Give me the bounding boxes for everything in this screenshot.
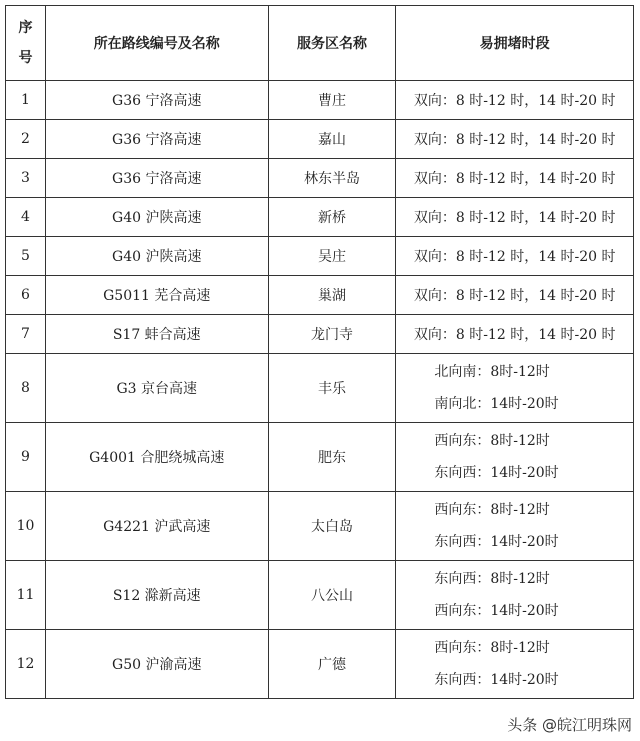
cell-no: 10 <box>6 492 46 561</box>
cell-no: 6 <box>6 276 46 315</box>
table-row <box>6 276 634 315</box>
cell-route: G40 沪陕高速 <box>45 198 268 237</box>
cell-area: 吴庄 <box>268 237 396 276</box>
cell-period <box>396 492 634 561</box>
cell-area: 丰乐 <box>268 354 396 423</box>
header-period: 易拥堵时段 <box>396 6 634 81</box>
cell-route: S12 滁新高速 <box>45 561 268 630</box>
cell-route: G36 宁洛高速 <box>45 81 268 120</box>
cell-route: S17 蚌合高速 <box>45 315 268 354</box>
cell-no: 5 <box>6 237 46 276</box>
table-row <box>6 315 634 354</box>
cell-period <box>396 423 634 492</box>
period-p1: 北向南：8时-12时 <box>434 364 550 380</box>
cell-area: 八公山 <box>268 561 396 630</box>
cell-period: 双向：8 时-12 时，14 时-20 时 <box>396 120 634 159</box>
cell-route: G36 宁洛高速 <box>45 159 268 198</box>
header-row <box>6 6 634 81</box>
cell-area: 嘉山 <box>268 120 396 159</box>
period-p2: 西向东：14时-20时 <box>434 603 559 619</box>
table-row <box>6 81 634 120</box>
cell-period: 双向：8 时-12 时，14 时-20 时 <box>396 237 634 276</box>
period-p2: 东向西：14时-20时 <box>434 672 559 688</box>
period-p2: 东向西：14时-20时 <box>434 534 559 550</box>
header-service-area: 服务区名称 <box>268 6 396 81</box>
cell-period: 双向：8 时-12 时，14 时-20 时 <box>396 159 634 198</box>
cell-area: 广德 <box>268 630 396 699</box>
cell-area: 曹庄 <box>268 81 396 120</box>
table-row <box>6 561 634 630</box>
cell-period: 双向：8 时-12 时，14 时-20 时 <box>396 198 634 237</box>
header-route: 所在路线编号及名称 <box>45 6 268 81</box>
cell-no: 2 <box>6 120 46 159</box>
cell-route: G36 宁洛高速 <box>45 120 268 159</box>
header-seq-1: 序 <box>18 20 33 36</box>
cell-route: G4001 合肥绕城高速 <box>45 423 268 492</box>
cell-period: 双向：8 时-12 时，14 时-20 时 <box>396 315 634 354</box>
period-p2: 东向西：14时-20时 <box>434 465 559 481</box>
cell-period <box>396 354 634 423</box>
period-p1: 西向东：8时-12时 <box>434 433 550 449</box>
period-p2: 南向北：14时-20时 <box>434 396 559 412</box>
table-row <box>6 354 634 423</box>
period-p1: 西向东：8时-12时 <box>434 640 550 656</box>
cell-period: 双向：8 时-12 时，14 时-20 时 <box>396 81 634 120</box>
cell-area: 新桥 <box>268 198 396 237</box>
cell-area: 巢湖 <box>268 276 396 315</box>
cell-route: G40 沪陕高速 <box>45 237 268 276</box>
table-row <box>6 159 634 198</box>
cell-no: 7 <box>6 315 46 354</box>
cell-period <box>396 630 634 699</box>
cell-no: 4 <box>6 198 46 237</box>
table-row <box>6 198 634 237</box>
cell-no: 12 <box>6 630 46 699</box>
cell-no: 11 <box>6 561 46 630</box>
cell-no: 9 <box>6 423 46 492</box>
cell-area: 林东半岛 <box>268 159 396 198</box>
table-row <box>6 492 634 561</box>
table-row <box>6 423 634 492</box>
watermark: 头条 @皖江明珠网 <box>507 716 632 734</box>
cell-period <box>396 561 634 630</box>
cell-no: 3 <box>6 159 46 198</box>
cell-area: 肥东 <box>268 423 396 492</box>
congestion-table <box>5 5 634 699</box>
header-seq-2: 号 <box>18 50 33 66</box>
table-row <box>6 237 634 276</box>
header-seq <box>6 6 46 81</box>
cell-no: 1 <box>6 81 46 120</box>
table-row <box>6 120 634 159</box>
cell-area: 太白岛 <box>268 492 396 561</box>
cell-route: G5011 芜合高速 <box>45 276 268 315</box>
cell-area: 龙门寺 <box>268 315 396 354</box>
cell-route: G3 京台高速 <box>45 354 268 423</box>
cell-route: G50 沪渝高速 <box>45 630 268 699</box>
cell-period: 双向：8 时-12 时，14 时-20 时 <box>396 276 634 315</box>
cell-route: G4221 沪武高速 <box>45 492 268 561</box>
period-p1: 西向东：8时-12时 <box>434 502 550 518</box>
table-row <box>6 630 634 699</box>
period-p1: 东向西：8时-12时 <box>434 571 550 587</box>
cell-no: 8 <box>6 354 46 423</box>
